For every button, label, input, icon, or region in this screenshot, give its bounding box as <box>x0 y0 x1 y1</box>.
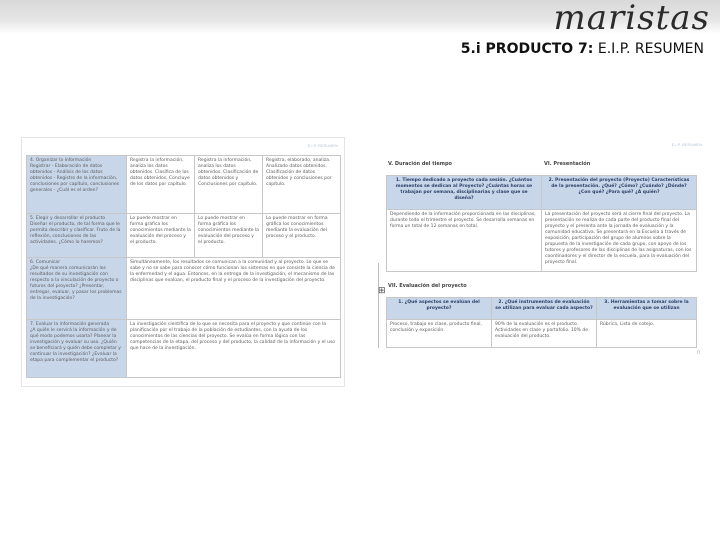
left-doc-header: E.I.P. RESUMEN <box>307 143 338 148</box>
table-row <box>387 298 697 320</box>
corner-mark-icon: ∩ <box>696 349 702 356</box>
table-cell: Lo puede mostrar en forma gráfica los conocimientos mediante la evaluación del proceso y el producto. <box>263 214 341 258</box>
table-cell <box>27 156 127 214</box>
evaluation-table <box>386 297 697 348</box>
table-cell: La presentación del proyecto será al cierre final del proyecto. La presentación se realiza de cada parte del producto final del proyecto y el presenta ante la jornada de evaluación y la comunidad educativa. Se presentará en la Escuela a través de exposición, participación del grupo de alumnos sobre la propuesta de la investigación de cada grupo, con apoyo de los tutores y profesores de las disciplinas de las asignaturas, con los coordinadores y el director de la escuela, para la evaluación del proyecto final. <box>542 210 697 272</box>
table-row <box>387 210 697 272</box>
table-header-cell: 1. Tiempo dedicado a proyecto cada sesión. ¿Cuántos momentos se dedican al Proyecto? ¿Cuántas horas se trabajan por semana, disciplinarias y clase que se diseña? <box>387 176 542 210</box>
table-header-cell: 2. ¿Qué instrumentos de evaluación se utilizan para evaluar cada aspecto? <box>492 298 597 320</box>
table-row <box>27 258 341 320</box>
row-label: 6. Comunicar <box>30 260 61 265</box>
row-label: 4. Organizar la información <box>30 158 92 163</box>
section-vii-label: VII. Evaluación del proyecto <box>388 283 467 289</box>
table-cell: Rúbrica, Lista de cotejo. <box>597 320 697 348</box>
table-cell <box>27 320 127 378</box>
table-cell: Registra la información, analiza los datos obtenidos. Clasifica de los datos obtenidos. Concluye de los datos por capítulo. <box>127 156 195 214</box>
table-row <box>27 214 341 258</box>
table-row <box>27 156 341 214</box>
left-document-page <box>21 137 345 387</box>
left-document-table <box>26 155 341 378</box>
section-vi-label: VI. Presentación <box>544 161 591 167</box>
right-doc-header: E.I.P. RESUMEN <box>671 142 702 147</box>
table-cell: La investigación científica de lo que se necesita para el proyecto y que continúe con la planificación por el trabajo de la población de estudiantes, con la ayuda de los conocimientos de las ciencias del proyecto. Se evalúa en forma lógica con las competencias de la etapa, del proceso y del producto, la calidad de la información y el uso que hace de la investigación. <box>127 320 341 378</box>
page-title-text: E.I.P. RESUMEN <box>593 41 704 57</box>
table-header-cell: 1. ¿Qué aspectos se evalúan del proyecto? <box>387 298 492 320</box>
row-body: ¿A quién le servirá la información y de qué modo podemos usarla? Planear la investigación y evaluar su uso. ¿Quién se beneficiará y quién debe completar y continuar la investigación? ¿Evaluar la etapa para complementar el producto? <box>30 328 121 363</box>
page-title-number: 5.i PRODUCTO 7: <box>460 41 594 57</box>
table-cell: Lo puede mostrar en forma gráfica los conocimientos mediante la evaluación del proceso y el producto. <box>127 214 195 258</box>
table-row <box>27 320 341 378</box>
table-header-cell: 3. Herramientas a tomar sobre la evaluación que se utilizan <box>597 298 697 320</box>
right-document-page <box>378 137 708 362</box>
row-body: ¿De qué manera comunicarán los resultados de su investigación con respecto a la vinculación de proyecto o futuros del proyecto? ¿Presentar, entregar, evaluar, y pasar los problemas de la investigación? <box>30 266 122 301</box>
table-row <box>387 320 697 348</box>
duration-presentation-table <box>386 175 697 272</box>
table-header-cell: 2. Presentación del proyecto (Proyecto) Características de la presentación. ¿Qué? ¿Cómo? ¿Cuándo? ¿Dónde? ¿Con qué? ¿Para qué? ¿A quién? <box>542 176 697 210</box>
maristas-logo: maristas <box>553 0 710 38</box>
table-cell: Registra, elaborado, analiza. Analizado datos obtenidos. Clasificación de datos obtenidos y conclusiones por capítulo. <box>263 156 341 214</box>
table-cell: Registra la información, analiza los datos obtenidos. Clasificación de datos obtenidos y Conclusiones por capítulo. <box>195 156 263 214</box>
row-body: Registrar - Elaboración de datos obtenidos - Análisis de los datos obtenidos - Registro de la información, conclusiones por capítulo, conclusiones generales - ¿Cuál es el orden? <box>30 164 120 193</box>
table-cell: Simultáneamente, los resultados se comunican a la comunidad y al proyecto. Lo que se sabe y no se sabe para conocer cómo funcionan los sistemas en que consiste la ciencia de la enfermedad y el agua. Entonces, en la entrega de la investigación, el mecanismo de las disciplinas que evalúan, el producto final y el proceso de la investigación del proyecto. <box>127 258 341 320</box>
row-body: Diseñar el producto, de tal forma que le permita describir y clasificar. Fruto de la reflexión, conclusiones de las actividades. ¿Cómo lo haremos? <box>30 222 121 245</box>
section-v-label: V. Duración del tiempo <box>388 161 452 167</box>
table-cell: Proceso, trabajo en clase, producto final, conclusión y exposición. <box>387 320 492 348</box>
row-label: 5. Elegir y desarrollar el producto <box>30 216 106 221</box>
table-cell: 90% de la evaluación es el producto. Actividades en clase y portafolio. 10% de evaluación del producto. <box>492 320 597 348</box>
table-edge-guide <box>378 263 383 348</box>
table-cell: Lo puede mostrar en forma gráfica los conocimientos mediante la evaluación del proceso y el producto. <box>195 214 263 258</box>
page-title <box>461 41 704 57</box>
move-handle-icon[interactable]: ⊞ <box>378 285 386 295</box>
table-cell: Dependiendo de la información proporcionada en las disciplinas, durante todo el trimestre el proyecto. Se desarrolla semanas en forma un total de 12 semanas en total. <box>387 210 542 272</box>
table-cell <box>27 214 127 258</box>
table-row <box>387 176 697 210</box>
table-cell <box>27 258 127 320</box>
row-label: 7. Evaluar la información generada <box>30 322 110 327</box>
